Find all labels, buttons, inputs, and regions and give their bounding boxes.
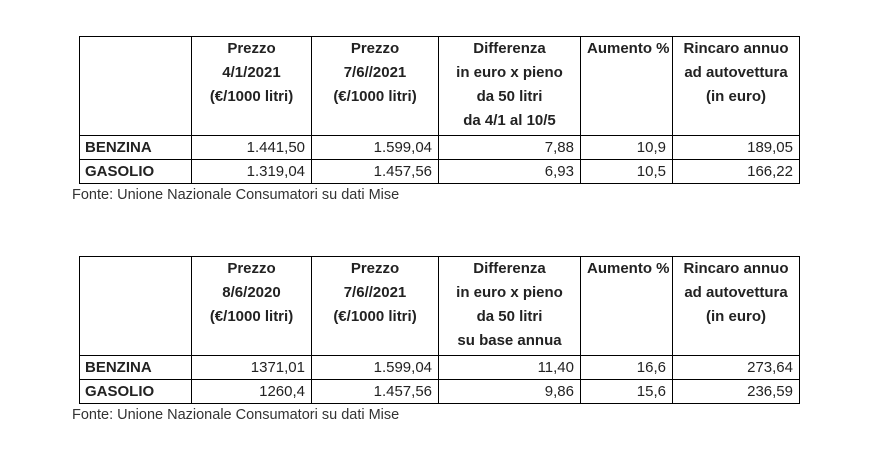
- header-cell-price-start: Prezzo 8/6/2020 (€/1000 litri): [192, 257, 312, 356]
- table-cell: 1.319,04: [192, 160, 312, 184]
- source-caption: Fonte: Unione Nazionale Consumatori su dati Mise: [72, 187, 400, 203]
- header-cell-annual-increase: Rincaro annuo ad autovettura (in euro): [673, 37, 800, 136]
- header-cell-empty: [80, 37, 192, 136]
- table-cell: 1260,4: [192, 380, 312, 404]
- table-header-row: [80, 257, 800, 356]
- table-cell: 1371,01: [192, 356, 312, 380]
- table-cell: 10,9: [581, 136, 673, 160]
- table-cell: 7,88: [439, 136, 581, 160]
- table-cell: 1.441,50: [192, 136, 312, 160]
- table-cell: 1.599,04: [312, 136, 439, 160]
- fuel-price-table-block-annual: [72, 256, 800, 423]
- header-cell-price-end: Prezzo 7/6//2021 (€/1000 litri): [312, 37, 439, 136]
- fuel-type-cell: GASOLIO: [80, 380, 192, 404]
- fuel-price-table: [79, 36, 800, 184]
- table-cell: 10,5: [581, 160, 673, 184]
- table-row: [80, 160, 800, 184]
- table-cell: 1.599,04: [312, 356, 439, 380]
- fuel-type-cell: BENZINA: [80, 356, 192, 380]
- table-cell: 6,93: [439, 160, 581, 184]
- table-cell: 1.457,56: [312, 160, 439, 184]
- fuel-type-cell: GASOLIO: [80, 160, 192, 184]
- header-cell-price-end: Prezzo 7/6//2021 (€/1000 litri): [312, 257, 439, 356]
- header-cell-difference: Differenza in euro x pieno da 50 litri da 4/1 al 10/5: [439, 37, 581, 136]
- table-row: [80, 356, 800, 380]
- table-cell: 273,64: [673, 356, 800, 380]
- table-cell: 189,05: [673, 136, 800, 160]
- table-cell: 15,6: [581, 380, 673, 404]
- fuel-type-cell: BENZINA: [80, 136, 192, 160]
- table-row: [80, 136, 800, 160]
- fuel-price-table: [79, 256, 800, 404]
- table-cell: 11,40: [439, 356, 581, 380]
- header-cell-difference: Differenza in euro x pieno da 50 litri su base annua: [439, 257, 581, 356]
- header-cell-increase-percent: Aumento %: [581, 257, 673, 356]
- table-cell: 166,22: [673, 160, 800, 184]
- table-cell: 1.457,56: [312, 380, 439, 404]
- header-cell-increase-percent: Aumento %: [581, 37, 673, 136]
- source-caption: Fonte: Unione Nazionale Consumatori su dati Mise: [72, 407, 400, 423]
- table-cell: 9,86: [439, 380, 581, 404]
- fuel-price-table-block-2021: [72, 36, 800, 203]
- table-cell: 236,59: [673, 380, 800, 404]
- table-header-row: [80, 37, 800, 136]
- table-cell: 16,6: [581, 356, 673, 380]
- header-cell-empty: [80, 257, 192, 356]
- table-row: [80, 380, 800, 404]
- header-cell-price-start: Prezzo 4/1/2021 (€/1000 litri): [192, 37, 312, 136]
- header-cell-annual-increase: Rincaro annuo ad autovettura (in euro): [673, 257, 800, 356]
